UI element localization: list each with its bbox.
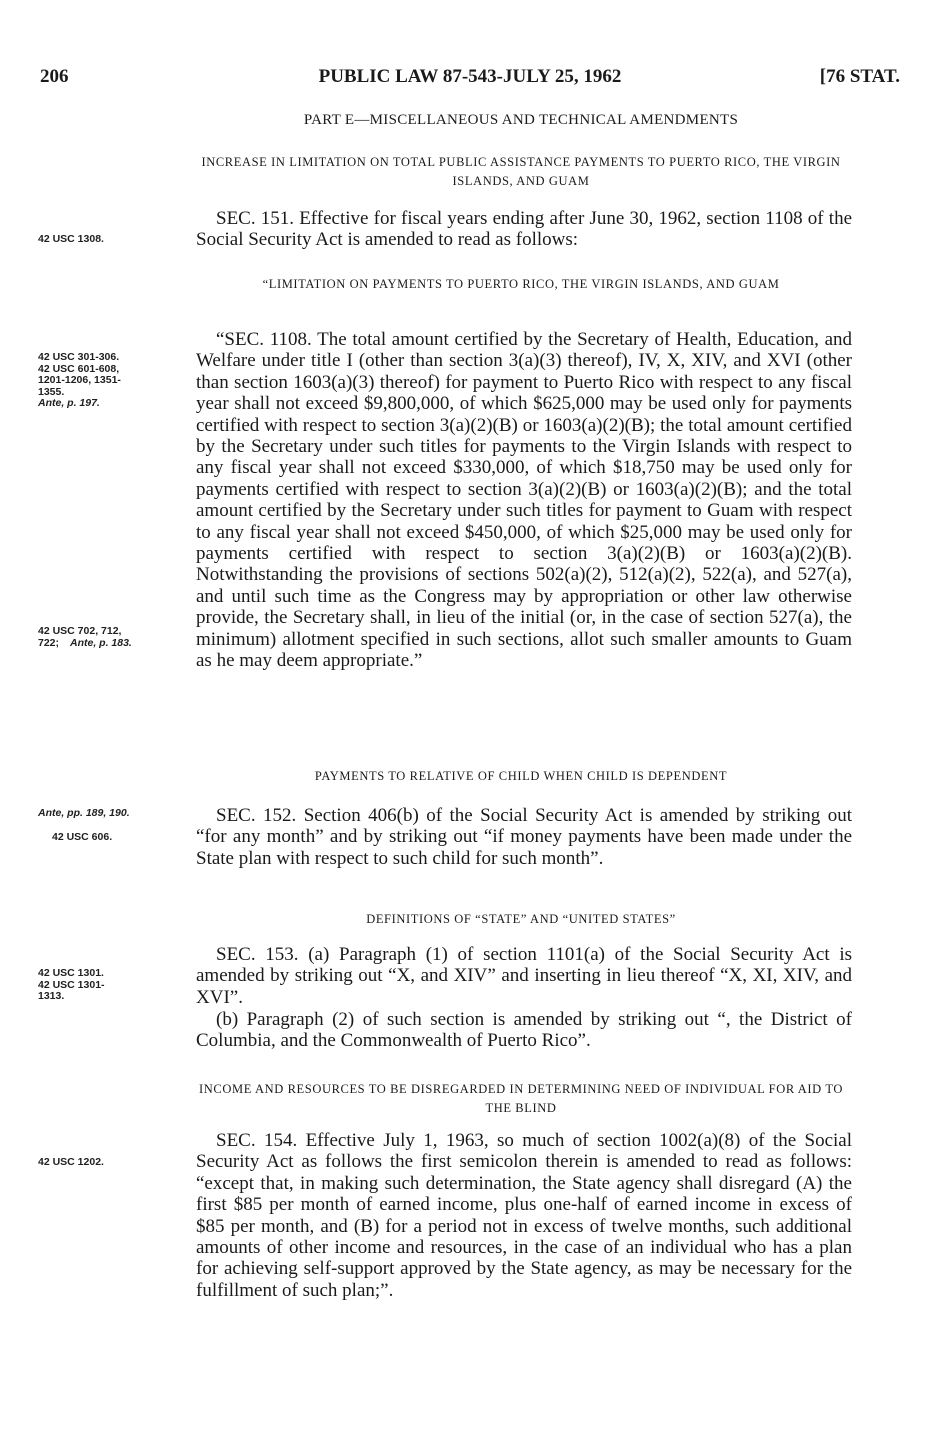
section-154-heading: INCOME AND RESOURCES TO BE DISREGARDED IN DETERMINING NEED OF INDIVIDUAL FOR AID TO THE BLIND (199, 1082, 843, 1115)
section-1108-margin-note-1: 42 USC 301-306. 42 USC 601-608, 1201-1206, 1351- 1355. (38, 351, 121, 398)
section-1108-text: “SEC. 1108. The total amount certified by the Secretary of Health, Education, and Welfare under title I (other than section 3(a)(3) thereof), IV, X, XIV, and XVI (other than section 1603(a)(3) thereof) for payment to Puerto Rico with respect to any fiscal year shall not exceed $9,800,000, of which $625,000 may be used only for payments certified with respect to section 3(a)(2)(B) or 1603(a)(2)(B); the total amount certified by the Secretary under such titles for payments to the Virgin Islands with respect to any fiscal year shall not exceed $330,000, of which $18,750 may be used only for payments certified with respect to section 3(a)(2)(B) or 1603(a)(2)(B); and the total amount certified by the Secretary under such titles for payment to Guam with respect to any fiscal year shall not exceed $450,000, of which $25,000 may be used only for payments certified with respect to section 3(a)(2)(B) or 1603(a)(2)(B). Notwithstanding the provisions of sections 502(a)(2), 512(a)(2), 522(a), and 527(a), and until such time as the Congress may by appropriation or other law otherwise provide, the Secretary shall, in lieu of the initial (or, in the case of section 527(a), the minimum) allotment specified in such sections, allot such smaller amounts to Guam as he may deem appropriate.” (196, 329, 852, 672)
section-151-text: SEC. 151. Effective for fiscal years ending after June 30, 1962, section 1108 of the Social Security Act is amended to read as follows: (196, 208, 852, 251)
part-title: PART E—MISCELLANEOUS AND TECHNICAL AMENDMENTS (303, 112, 739, 128)
section-152-margin-note: 42 USC 606. (52, 831, 113, 843)
section-153-text-a: SEC. 153. (a) Paragraph (1) of section 1101(a) of the Social Security Act is amended by striking out “X, and XIV” and inserting in lieu thereof “X, XI, XIV, and XVI”. (196, 944, 852, 1008)
section-151-margin-note: 42 USC 1308. (38, 233, 104, 245)
running-header (40, 66, 900, 90)
header-title: PUBLIC LAW 87-543-JULY 25, 1962 (318, 66, 622, 87)
section-154-text: SEC. 154. Effective July 1, 1963, so much of section 1002(a)(8) of the Social Security Act as follows the first semicolon therein is amended to read as follows: “except that, in making such determination, the State agency shall disregard (A) the first $85 per month of earned income, plus one-half of earned income in excess of $85 per month, and (B) for a period not in excess of twelve months, such additional amounts of other income and resources, in the case of an individual who has a plan for achieving self-support approved by the State agency, as may be necessary for the fulfillment of such plan;”. (196, 1130, 852, 1301)
page-number: 206 (40, 66, 69, 87)
volume-reference: [76 STAT. (819, 66, 900, 87)
section-152-heading: PAYMENTS TO RELATIVE OF CHILD WHEN CHILD IS DEPENDENT (314, 769, 728, 783)
section-1108-margin-note-1-ante: Ante, p. 197. (38, 397, 100, 409)
section-1108-heading: “LIMITATION ON PAYMENTS TO PUERTO RICO, THE VIRGIN ISLANDS, AND GUAM (262, 277, 780, 291)
section-154-margin-note: 42 USC 1202. (38, 1156, 104, 1168)
section-152-text: SEC. 152. Section 406(b) of the Social Security Act is amended by striking out “for any month” and by striking out “if money payments have been made under the State plan with respect to such child for such month”. (196, 805, 852, 869)
section-153-heading: DEFINITIONS OF “STATE” AND “UNITED STATES” (366, 912, 676, 926)
section-1108-margin-note-2: 42 USC 702, 712, 722; (38, 625, 122, 649)
section-151-heading: INCREASE IN LIMITATION ON TOTAL PUBLIC ASSISTANCE PAYMENTS TO PUERTO RICO, THE VIRGIN ISLANDS, AND GUAM (201, 155, 841, 188)
section-1108-margin-note-2-ante: Ante, p. 183. (70, 637, 132, 649)
section-153-text-b: (b) Paragraph (2) of such section is amended by striking out “, the District of Columbia, and the Commonwealth of Puerto Rico”. (196, 1009, 852, 1052)
section-152-margin-note-ante: Ante, pp. 189, 190. (38, 807, 130, 819)
section-153-margin-note: 42 USC 1301. 42 USC 1301- 1313. (38, 967, 105, 1002)
